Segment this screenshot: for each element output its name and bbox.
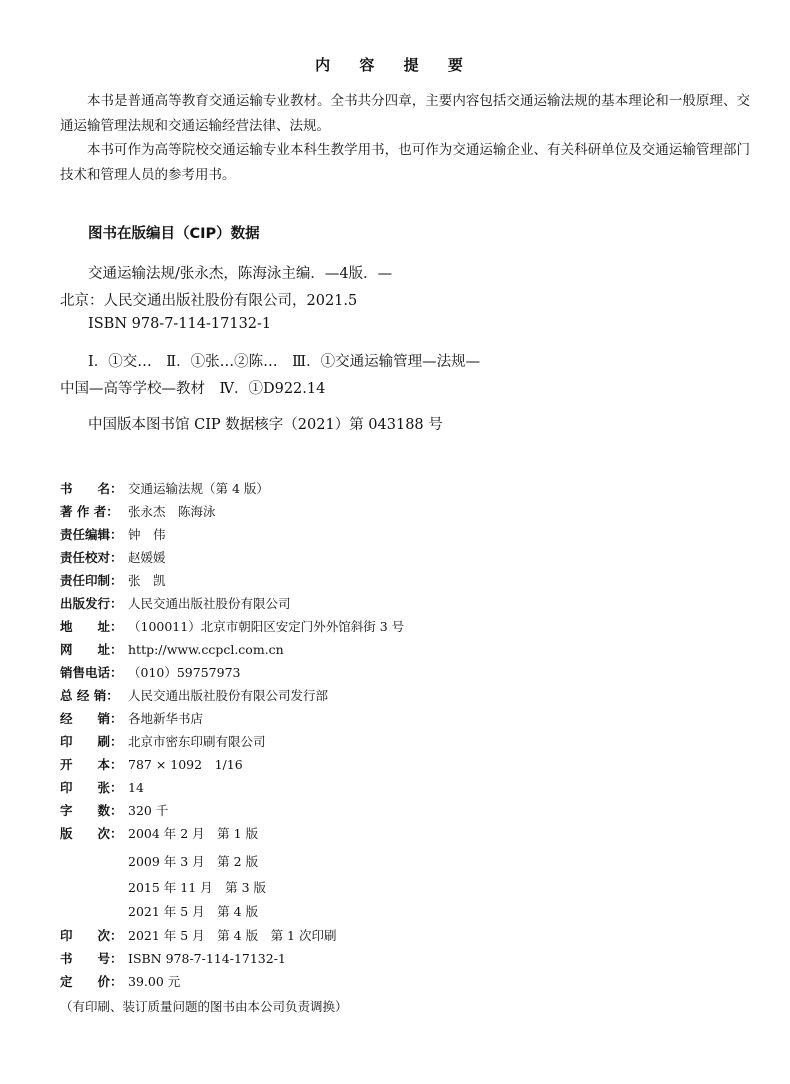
edition-3: 2015 年 11 月 第 3 版	[128, 880, 267, 895]
cip-line-publisher: 北京：人民交通出版社股份有限公司，2021.5	[60, 293, 358, 309]
editor-label: 责任编辑：	[60, 527, 123, 542]
distributor-label: 总 经 销：	[60, 688, 119, 703]
edition-2: 2009 年 3 月 第 2 版	[128, 854, 259, 869]
format-value: 787 × 1092 1/16	[128, 757, 243, 772]
author-label: 著 作 者：	[60, 504, 119, 519]
word-count-value: 320 千	[128, 803, 169, 818]
info-row-price	[60, 970, 180, 992]
editor-value: 钟 伟	[128, 527, 166, 542]
proofreader-label: 责任校对：	[60, 550, 123, 565]
print-manager-value: 张 凯	[128, 573, 166, 588]
word-count-label: 字 数：	[60, 803, 123, 818]
info-row-editor	[60, 523, 166, 545]
publisher-label: 出版发行：	[60, 596, 123, 611]
impression-label: 印 次：	[60, 928, 123, 943]
info-row-format	[60, 753, 243, 775]
info-row-impression	[60, 924, 336, 946]
website-label: 网 址：	[60, 642, 123, 657]
edition-1: 2004 年 2 月 第 1 版	[128, 826, 259, 841]
cip-line-record-number: 中国版本图书馆 CIP 数据核字（2021）第 043188 号	[88, 417, 443, 433]
book-label: 书 名：	[60, 481, 123, 496]
info-row-editions	[60, 822, 258, 844]
phone-value: （010）59757973	[128, 665, 241, 680]
info-row-word-count	[60, 799, 168, 821]
proofreader-value: 赵媛媛	[128, 550, 166, 565]
info-row-phone	[60, 661, 240, 683]
sheets-value: 14	[128, 779, 144, 795]
info-row-printer	[60, 730, 266, 752]
address-label: 地 址：	[60, 619, 123, 634]
phone-label: 销售电话：	[60, 665, 123, 680]
print-manager-label: 责任印制：	[60, 573, 123, 588]
printer-label: 印 刷：	[60, 734, 123, 749]
cip-line-title: 交通运输法规/张永杰，陈海泳主编．—4版．—	[88, 266, 393, 282]
editions-label: 版 次：	[60, 826, 123, 841]
edition-4: 2021 年 5 月 第 4 版	[128, 904, 259, 919]
info-row-print-manager	[60, 569, 166, 591]
info-row-author	[60, 500, 216, 522]
summary-paragraph-2: 本书可作为高等院校交通运输专业本科生教学用书，也可作为交通运输企业、有关科研单位及交通运输管理部门技术和管理人员的参考用书。	[60, 142, 750, 183]
quality-notice: （有印刷、装订质量问题的图书由本公司负责调换）	[60, 999, 348, 1014]
website-value: http://www.ccpcl.com.cn	[128, 641, 284, 657]
info-row-book	[60, 477, 269, 499]
summary-title: 内 容 提 要	[315, 56, 475, 74]
isbn-value: ISBN 978-7-114-17132-1	[128, 950, 286, 966]
impression-value: 2021 年 5 月 第 4 版 第 1 次印刷	[128, 928, 337, 943]
info-row-address	[60, 615, 404, 637]
cip-line-classification: Ⅰ．①交… Ⅱ．①张…②陈… Ⅲ．①交通运输管理—法规—	[88, 354, 481, 370]
author-value: 张永杰 陈海泳	[128, 504, 216, 519]
cip-line-classification-cont: 中国—高等学校—教材 Ⅳ．①D922.14	[60, 381, 326, 397]
distributor-value: 人民交通出版社股份有限公司发行部	[128, 688, 329, 703]
address-value: （100011）北京市朝阳区安定门外外馆斜街 3 号	[128, 619, 405, 634]
publisher-value: 人民交通出版社股份有限公司	[128, 596, 291, 611]
info-row-sheets	[60, 776, 144, 798]
info-row-isbn	[60, 947, 286, 969]
seller-value: 各地新华书店	[128, 711, 204, 726]
cip-line-isbn: ISBN 978-7-114-17132-1	[88, 316, 272, 332]
info-row-proofreader	[60, 546, 166, 568]
price-label: 定 价：	[60, 974, 123, 989]
summary-paragraph-1: 本书是普通高等教育交通运输专业教材。全书共分四章，主要内容包括交通运输法规的基本理论和一般原理、交通运输管理法规和交通运输经营法律、法规。	[60, 93, 750, 134]
book-value: 交通运输法规（第 4 版）	[128, 481, 269, 496]
info-row-website	[60, 638, 284, 660]
printer-value: 北京市密东印刷有限公司	[128, 734, 266, 749]
format-label: 开 本：	[60, 757, 123, 772]
info-row-publisher	[60, 592, 291, 614]
price-value: 39.00 元	[128, 974, 181, 989]
cip-heading: 图书在版编目（CIP）数据	[88, 226, 260, 242]
sheets-label: 印 张：	[60, 780, 123, 795]
isbn-label: 书 号：	[60, 951, 123, 966]
seller-label: 经 销：	[60, 711, 123, 726]
info-row-distributor	[60, 684, 328, 706]
info-row-seller	[60, 707, 203, 729]
